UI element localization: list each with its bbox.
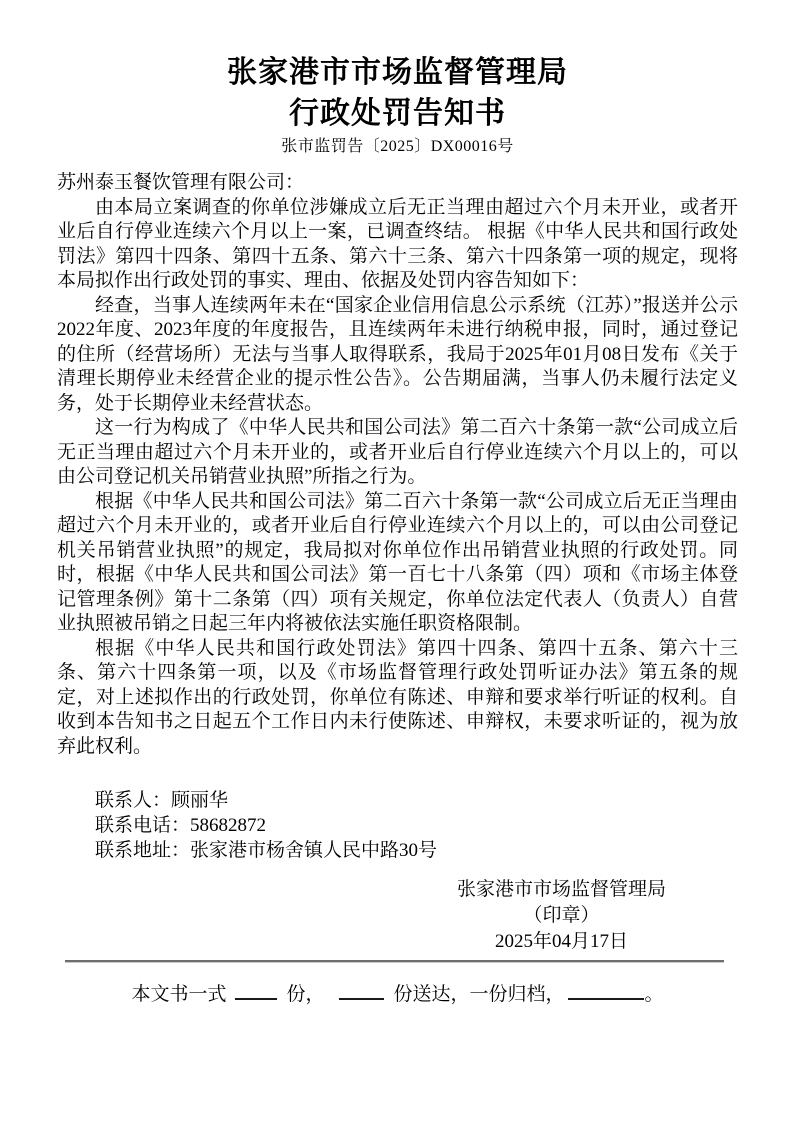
- agency-title: 张家港市市场监督管理局: [227, 56, 568, 89]
- document-body: [57, 171, 738, 759]
- distribution-note: [57, 982, 738, 1007]
- seal-placeholder: （印章）: [523, 905, 600, 926]
- contact-address: 联系地址：张家港市杨舍镇人民中路30号: [95, 840, 438, 861]
- copies-blank-line: [235, 984, 277, 1000]
- paragraph-penalty-basis: 根据《中华人民共和国公司法》第二百六十条第一款“公司成立后无正当理由超过六个月未开业的，或者开业后自行停业连续六个月以上的，可以由公司登记机关吊销营业执照”的规定，我局拟对你单位作出吊销营业执照的行政处罚。同时，根据《中华人民共和国公司法》第一百七十八条第（四）项和《市场主体登记管理条例》第十二条第（四）项有关规定，你单位法定代表人（负责人）自营业执照被吊销之日起三年内将被依法实施任职资格限制。: [57, 490, 738, 634]
- footer-divider: [65, 960, 724, 963]
- paragraph-violation: 这一行为构成了《中华人民共和国公司法》第二百六十条第一款“公司成立后无正当理由超过六个月未开业的，或者开业后自行停业连续六个月以上的，可以由公司登记机关吊销营业执照”所指之行为。: [57, 417, 738, 487]
- archive-blank-line: [568, 984, 644, 1000]
- signature-block: [457, 877, 666, 955]
- distribution-text-2: 份，: [286, 984, 325, 1005]
- document-header: [57, 52, 738, 158]
- paragraph-case-summary: 由本局立案调查的你单位涉嫌成立后无正当理由超过六个月未开业，或者开业后自行停业连续六个月以上一案，已调查终结。 根据《中华人民共和国行政处罚法》第四十四条、第四十五条、第六十三条、第六十四条第一项的规定，现将本局拟作出行政处罚的事实、理由、依据及处罚内容告知如下：: [57, 196, 738, 291]
- document-title: 行政处罚告知书: [289, 97, 506, 130]
- document-number: 张市监罚告〔2025〕DX00016号: [281, 138, 514, 155]
- recipient-salutation: 苏州泰玉餐饮管理有限公司：: [57, 172, 305, 193]
- distribution-text-3: 份送达，一份归档，: [393, 984, 565, 1005]
- contact-section: [57, 788, 738, 863]
- distribution-text-4: 。: [644, 984, 664, 1005]
- issue-date: 2025年04月17日: [494, 931, 628, 952]
- contact-phone: 联系电话：58682872: [95, 815, 267, 836]
- issuing-agency: 张家港市市场监督管理局: [456, 879, 666, 900]
- served-copies-blank-line: [339, 984, 384, 1000]
- distribution-text-1: 本文书一式: [131, 984, 227, 1005]
- contact-person: 联系人：顾丽华: [95, 790, 229, 811]
- paragraph-rights-notice: 根据《中华人民共和国行政处罚法》第四十四条、第四十五条、第六十三条、第六十四条第一项，以及《市场监督管理行政处罚听证办法》第五条的规定，对上述拟作出的行政处罚，你单位有陈述、申辩和要求举行听证的权利。自收到本告知书之日起五个工作日内未行使陈述、申辩权，未要求听证的，视为放弃此权利。: [57, 637, 738, 757]
- paragraph-findings: 经查，当事人连续两年未在“国家企业信用信息公示系统（江苏）”报送并公示2022年度、2023年度的年度报告，且连续两年未进行纳税申报，同时，通过登记的住所（经营场所）无法与当事人取得联系，我局于2025年01月08日发布《关于清理长期停业未经营企业的提示性公告》。公告期届满，当事人仍未履行法定义务，处于长期停业未经营状态。: [57, 294, 738, 414]
